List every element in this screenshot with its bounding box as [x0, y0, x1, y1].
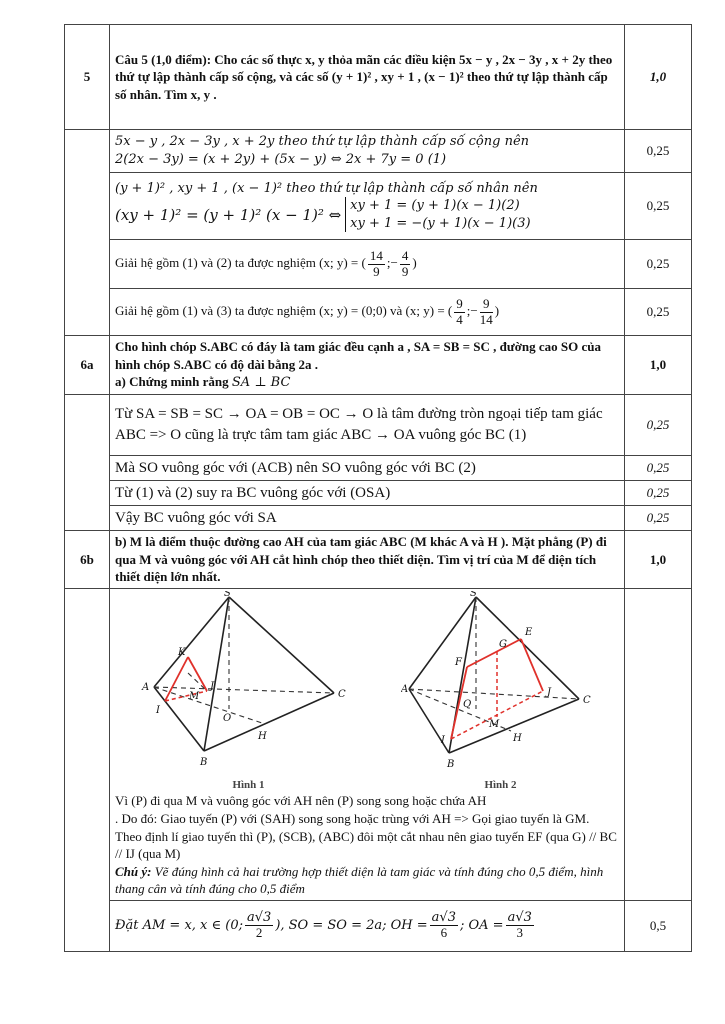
fig1-label-s: S — [223, 591, 231, 600]
q6a-step3-row — [65, 480, 692, 505]
fig2-label-c: C — [582, 695, 591, 707]
pyramid-figure-1 — [134, 591, 364, 773]
q5-step1 — [110, 130, 625, 173]
q5-step1-points: 0,25 — [625, 130, 692, 173]
q6a-step2-points: 0,25 — [625, 455, 692, 480]
q5-step2-sys1: xy + 1 = (y + 1)(x − 1)(2) — [350, 198, 520, 214]
figure-2 — [401, 591, 601, 792]
fig2-label-i: I — [440, 735, 445, 747]
q5-step1-line1: 5x − y , 2x − 3y , x + 2y theo thứ tự lập thành cấp số cộng nên — [115, 134, 530, 150]
answer-table — [64, 24, 692, 952]
q5-step2 — [110, 173, 625, 240]
q5-step4-frac2: $\frac{9}{14}$ — [479, 296, 493, 327]
fig2-label-g: G — [498, 639, 507, 651]
q5-step4-frac1: $\frac{9}{4}$ — [456, 296, 463, 327]
q6a-step1: Từ SA = SB = SC → OA = OB = OC → O là tâm đường tròn ngoại tiếp tam giác ABC => O cũng là trực tâm tam giác ABC → OA vuông góc BC (1) — [110, 394, 625, 455]
q6b-last: Đặt AM = x, x ∈ (0; $\frac{a√3}{2}$ ), SO = SO = 2a; OH = $\frac{a√3}{6}$ ; OA = $\frac{a√3}{3}$ — [110, 900, 625, 951]
fig2-label-m: M — [488, 719, 499, 731]
fig1-label-c: C — [337, 689, 346, 701]
q5-step3: Giải hệ gồm (1) và (2) ta được nghiệm (x; y) = ( $\frac{14}{9}$ ;− $\frac{4}{9}$ ) — [110, 240, 625, 289]
q6a-header-row — [65, 336, 692, 395]
q6a-step2-row — [65, 455, 692, 480]
q6a-step1-points: 0,25 — [625, 394, 692, 455]
q6a-step1-row — [65, 394, 692, 455]
q6b-body-row — [65, 589, 692, 901]
fig1-label-o: O — [222, 713, 231, 725]
fig1-label-h: H — [257, 731, 267, 743]
q6b-text2: . Do đó: Giao tuyến (P) với (SAH) song song hoặc trùng với AH => Gọi giao tuyến là GM. Theo định lí giao tuyến thì (P), (SCB), (ABC) đôi một cắt nhau nên giao tuyến EF (qua G) // BC // IJ (qua M) — [115, 810, 617, 862]
q5-step3-text: Giải hệ gồm (1) và (2) ta được nghiệm (x; y) = ( — [115, 254, 366, 270]
q6b-note: Chú ý: Vẽ đúng hình cả hai trường hợp thiết diện là tam giác và tính đúng cho 0,5 điểm, hình thang cân và tính đúng cho 0,5 điểm — [115, 863, 604, 897]
q6a-step3-points: 0,25 — [625, 480, 692, 505]
q5-step2-row — [65, 173, 692, 240]
fig1-label-a: A — [141, 682, 149, 694]
q5-step3-points: 0,25 — [625, 240, 692, 289]
fig2-label-h: H — [512, 733, 522, 745]
fig1-label-j: J — [209, 681, 214, 693]
q6b-points: 1,0 — [625, 531, 692, 589]
q5-step2-system — [345, 197, 530, 232]
figures — [115, 589, 619, 792]
q6b-last-row — [65, 900, 692, 951]
q5-step2-sys2: xy + 1 = −(y + 1)(x − 1)(3) — [350, 215, 531, 231]
q6a-title: Cho hình chóp S.ABC có đáy là tam giác đều cạnh a , SA = SB = SC , đường cao SO của hình chóp S.ABC có độ dài bằng 2a . a) Chứng minh rằng SA ⊥ BC — [110, 336, 625, 395]
q5-step1-line2: 2(2x − 3y) = (x + 2y) + (5x − y) ⇔ 2x + 7y = 0 (1) — [115, 152, 447, 167]
pyramid-figure-2 — [401, 591, 601, 773]
fig2-label-q: Q — [462, 699, 471, 711]
q6a-step4-row — [65, 506, 692, 531]
figure-1-caption: Hình 1 — [232, 778, 265, 791]
q5-step1-row — [65, 130, 692, 173]
q6b-last-points: 0,5 — [625, 900, 692, 951]
q6b-text1: Vì (P) đi qua M và vuông góc với AH nên (P) song song hoặc chứa AH — [115, 793, 487, 809]
q5-step3-row — [65, 240, 692, 289]
q5-step3-frac2: $\frac{4}{9}$ — [401, 248, 409, 279]
figure-1 — [134, 591, 364, 792]
q5-step2-line1: (y + 1)² , xy + 1 , (x − 1)² theo thứ tự lập thành cấp số nhân nên — [115, 180, 538, 196]
q5-step2-eq: (xy + 1)² = (y + 1)² (x − 1)² ⇔ — [115, 205, 342, 224]
fig2-label-f: F — [454, 657, 462, 669]
q6b-header-row — [65, 531, 692, 589]
q5-step4-row — [65, 289, 692, 336]
fig2-label-a: A — [400, 684, 408, 696]
q5-step4: Giải hệ gồm (1) và (3) ta được nghiệm (x; y) = (0;0) và (x; y) = ( $\frac{9}{4}$ ;− $\frac{9}{14}$ ) — [110, 289, 625, 336]
fig1-label-b: B — [199, 757, 207, 769]
q6b-body — [110, 589, 625, 901]
q5-step4-points: 0,25 — [625, 289, 692, 336]
q5-step4-text: Giải hệ gồm (1) và (3) ta được nghiệm (x; y) = (0;0) và (x; y) = ( — [115, 302, 453, 318]
q6a-step4: Vậy BC vuông góc với SA — [110, 506, 625, 531]
fig2-label-j: J — [546, 687, 551, 699]
fig2-label-s: S — [469, 591, 477, 600]
fig1-label-m: M — [188, 691, 199, 703]
fig2-label-b: B — [446, 759, 454, 771]
q5-points: 1,0 — [625, 25, 692, 130]
fig2-label-e: E — [524, 627, 532, 639]
q6b-title: b) M là điểm thuộc đường cao AH của tam giác ABC (M khác A và H ). Mặt phẳng (P) đi qua M và vuông góc với AH cắt hình chóp theo thiết diện. Tìm vị trí của M để diện tích thiết diện lớn nhất. — [110, 531, 625, 589]
q6a-step3: Từ (1) và (2) suy ra BC vuông góc với (OSA) — [110, 480, 625, 505]
fig1-label-i: I — [155, 705, 160, 717]
q6b-number: 6b — [65, 531, 110, 589]
fig1-label-k: K — [177, 647, 185, 659]
q6a-number: 6a — [65, 336, 110, 395]
q6a-points: 1,0 — [625, 336, 692, 395]
q5-title: Câu 5 (1,0 điểm): Cho các số thực x, y thỏa mãn các điều kiện 5x − y , 2x − 3y , x + 2y theo thứ tự lập thành cấp số cộng, và các số (y + 1)² , xy + 1 , (x − 1)² theo thứ tự lập thành cấp số nhân. Tìm x, y . — [110, 25, 625, 130]
q5-number: 5 — [65, 25, 110, 130]
figure-2-caption: Hình 2 — [484, 778, 517, 791]
q5-step2-points: 0,25 — [625, 173, 692, 240]
q6a-step2: Mà SO vuông góc với (ACB) nên SO vuông góc với BC (2) — [110, 455, 625, 480]
q5-step3-frac1: $\frac{14}{9}$ — [369, 248, 383, 279]
q5-header-row — [65, 25, 692, 130]
q6a-step4-points: 0,25 — [625, 506, 692, 531]
